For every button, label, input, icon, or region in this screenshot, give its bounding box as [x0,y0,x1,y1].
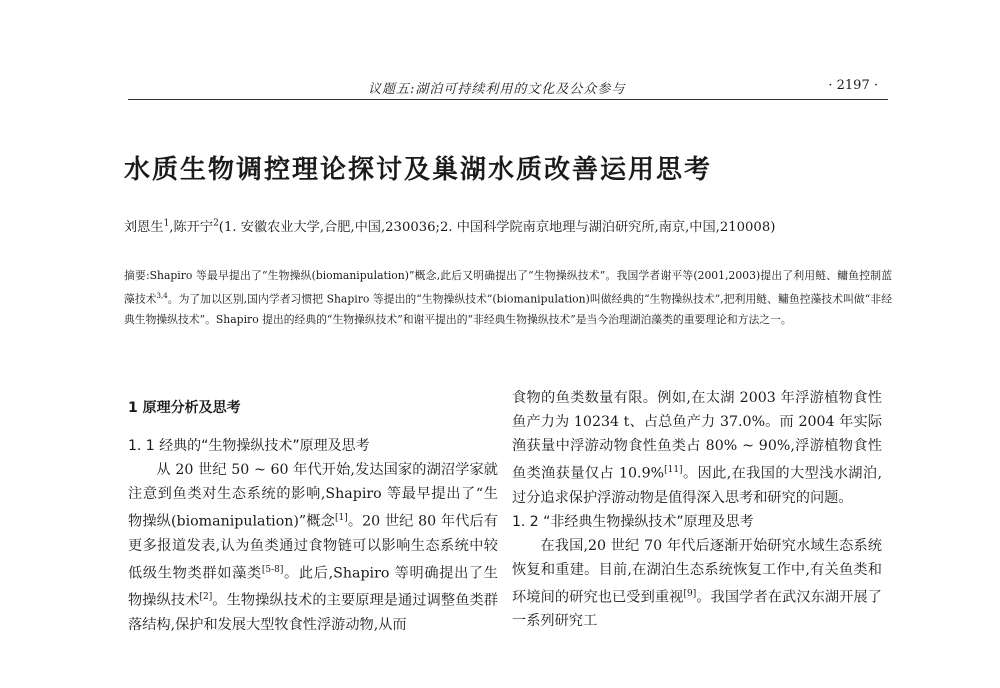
author-affiliation-mark: 1 [163,218,170,229]
abstract-text: 摘要:Shapiro 等最早提出了“生物操纵(biomanipulation)”概念,此后又明确提出了“生物操纵技术”。我国学者谢平等(2001,2003)提出了利用鲢、鳙鱼控制蓝藻技术 [124,269,892,306]
body-text: 在我国,20 世纪 70 年代后逐渐开始研究水域生态系统恢复和重建。目前,在湖泊生态系统恢复工作中,有关鱼类和环境间的研究也已受到重视 [512,537,882,606]
body-text: 。生物操纵技术的主要原理是通过调整鱼类群落结构,保护和发展大型牧食性浮游动物,从而 [128,593,498,634]
paper-title: 水质生物调控理论探讨及巢湖水质改善运用思考 [124,155,713,185]
body-text: 从 20 世纪 50 ~ 60 年代开始,发达国家的湖沼学家就注意到鱼类对生态系统的影响,Shapiro 等最早提出了“生物操纵(biomanipulation)”概念 [128,462,498,530]
abstract-text: 。为了加以区别,国内学者习惯把 Shapiro 等提出的“生物操纵技术”(biomanipulation)叫做经典的“生物操纵技术”,把利用鲢、鳙鱼控藻技术叫做“非经典生物操纵技术”。Shapiro 提出的经典的“生物操纵技术”和谢平提出的“非经典生物操纵技术”是当今治理湖泊藻类的重要理论和方法之一。 [124,292,892,326]
author-name: 陈开宁 [173,220,214,235]
left-column [128,386,498,637]
body-text: 。我国学者在武汉东湖开展了一系列研究工 [512,589,882,630]
right-column [512,386,882,633]
citation: [5-8] [261,564,284,575]
body-text: 。20 世纪 80 年代后有更多报道发表,认为鱼类通过食物链可以影响生态系统中较低级生物类群如藻类 [128,513,498,582]
page-number: · 2197 · [828,78,878,93]
abstract [124,266,892,330]
running-header [128,74,888,100]
citation: 3,4 [156,292,168,300]
citation: [9] [683,588,697,599]
author-affiliation-mark: 2 [213,218,219,229]
subsection-heading: 1. 1 经典的“生物操纵技术”原理及思考 [128,438,370,454]
body-paragraph [128,458,498,637]
section-heading: 1 原理分析及思考 [128,400,241,416]
body-text: 。此后,Shapiro 等明确提出了生物操纵技术 [128,565,498,610]
running-header-title: 议题五:湖泊可持续利用的文化及公众参与 [368,82,626,97]
citation: [2] [199,592,213,603]
citation: [11] [664,465,683,475]
affiliations: (1. 安徽农业大学,合肥,中国,230036;2. 中国科学院南京地理与湖泊研究所,南京,中国,210008) [218,220,776,235]
body-paragraph [512,534,882,634]
author-separator: , [169,220,174,235]
subsection-heading: 1. 2 “非经典生物操纵技术”原理及思考 [512,513,754,530]
body-text: 食物的鱼类数量有限。例如,在太湖 2003 年浮游植物食性鱼产力为 10234 t、占总鱼产力 37.0%。而 2004 年实际渔获量中浮游动物食性鱼类占 80% ~ 90%,浮游植物食性鱼类渔获量仅占 10.9% [512,390,882,482]
author-name: 刘恩生 [124,220,164,235]
header-rule [128,99,888,100]
author-line [124,216,775,235]
body-text: 。因此,在我国的大型浅水湖泊,过分追求保护浮游动物是值得深入思考和研究的问题。 [512,465,882,506]
body-paragraph [512,386,882,510]
citation: [1] [334,513,348,523]
